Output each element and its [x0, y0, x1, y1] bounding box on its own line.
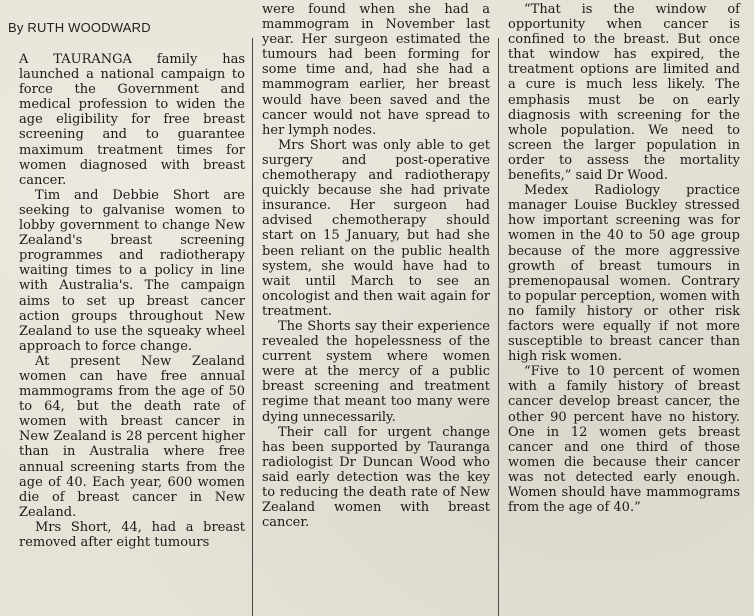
article-paragraph: were found when she had a mammogram in November last year. Her surgeon estimated the tumours had been forming for some time and, had she had a mammogram earlier, her breast would have been saved and the cancer would not have spread to her lymph nodes. [262, 2, 490, 138]
article-paragraph: The Shorts say their experience revealed the hopelessness of the current system where women were at the mercy of a public breast screening and treatment regime that meant too many were dying unnecessarily. [262, 318, 490, 425]
byline: By RUTH WOODWARD [8, 20, 151, 35]
article-paragraph: A TAURANGA family has launched a national campaign to force the Government and medical profession to widen the age eligibility for free breast screening and to guarantee maximum treatment times for women diagnosed with breast cancer. [19, 52, 245, 188]
article-paragraph: “That is the window of opportunity when cancer is confined to the breast. But once that window has expired, the treatment options are limited and a cure is much less likely. The emphasis must be on early diagnosis with screening for the whole population. We need to screen the larger population in order to assess the mortality benefits,” said Dr Wood. [508, 2, 740, 184]
column-divider-1 [252, 38, 253, 616]
article-paragraph: Mrs Short, 44, had a breast removed after eight tumours [19, 519, 245, 550]
article-paragraph: Their call for urgent change has been supported by Tauranga radiologist Dr Duncan Wood who said early detection was the key to reducing the death rate of New Zealand women with breast cancer. [262, 424, 490, 531]
column-divider-2 [498, 38, 499, 616]
article-paragraph: Mrs Short was only able to get surgery and post-operative chemotherapy and radiotherapy quickly because she had private insurance. Her surgeon had advised chemotherapy should start on 15 January, but had she been reliant on the public health system, she would have had to wait until March to see an oncologist and then wait again for treatment. [262, 137, 490, 319]
article-paragraph: Medex Radiology practice manager Louise Buckley stressed how important screening was for women in the 40 to 50 age group because of the more aggressive growth of breast tumours in premenopausal women. Contrary to popular perception, women with no family history or other risk factors were equally if not more susceptible to breast cancer than high risk women. [508, 183, 741, 365]
article-paragraph: “Five to 10 percent of women with a family history of breast cancer develop breast cancer, the other 90 percent have no history. One in 12 women gets breast cancer and one third of those women die because their cancer was not detected early enough. Women should have mammograms from the age of 40.” [508, 364, 740, 516]
article-paragraph: At present New Zealand women can have free annual mammograms from the age of 50 to 64, but the death rate of women with breast cancer in New Zealand is 28 percent higher than in Australia where free annual screening starts from the age of 40. Each year, 600 women die of breast cancer in New Zealand. [19, 353, 245, 520]
article-column-3 [508, 2, 740, 515]
article-column-1 [19, 52, 245, 550]
article-paragraph: Tim and Debbie Short are seeking to galvanise women to lobby government to change New Zealand's breast screening programmes and radiotherapy waiting times to a policy in line with Australia's. The campaign aims to set up breast cancer action groups throughout New Zealand to use the squeaky wheel approach to force change. [19, 187, 245, 354]
article-column-2 [262, 2, 490, 530]
